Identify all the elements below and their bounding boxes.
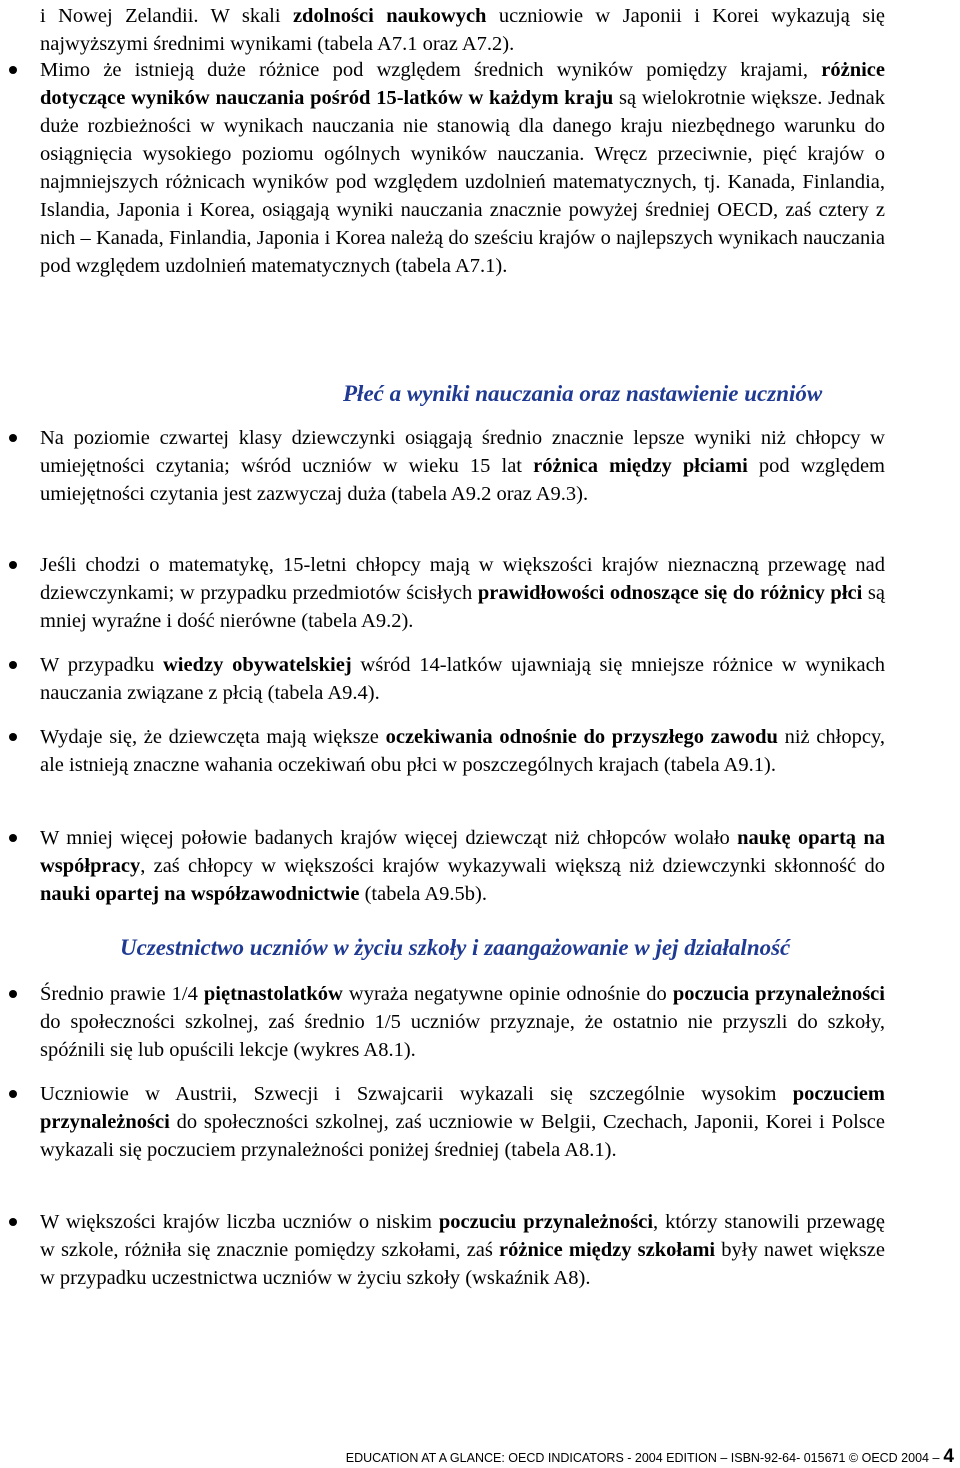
page-number: 4: [943, 1446, 954, 1467]
text-run: Wydaje się, że dziewczęta mają większe: [40, 726, 386, 748]
bullet-icon: [9, 1218, 17, 1226]
text-run: (tabela A9.5b).: [359, 883, 487, 905]
top-paragraph: [40, 2, 885, 58]
text-run: Jeśli chodzi o matematykę, 15-letni chłopcy mają w większości krajów nieznaczną przewagę nad dziewczynkami; w przypadku przedmiotów ścisłych: [40, 554, 885, 604]
list-item: [40, 824, 885, 908]
text-run: , zaś chłopcy w większości krajów wykazywali większą niż dziewczynki skłonność do: [140, 855, 885, 877]
text-run: do społeczności szkolnej, zaś uczniowie w Belgii, Czechach, Japonii, Korei i Polsce wykazali się poczuciem przynależności poniżej średniej (tabela A8.1).: [40, 1111, 885, 1161]
list-item: [40, 723, 885, 779]
text-run: były nawet większe w przypadku uczestnictwa uczniów w życiu szkoły (wskaźnik A8).: [40, 1239, 885, 1289]
list-item: [40, 56, 885, 280]
section-heading-participation: Uczestnictwo uczniów w życiu szkoły i zaangażowanie w jej działalność: [120, 935, 791, 960]
bold-text: zdolności naukowych: [292, 5, 487, 27]
text-run: W większości krajów liczba uczniów o niskim: [40, 1211, 439, 1233]
text-run: Na poziomie czwartej klasy dziewczynki osiągają średnio znacznie lepsze wyniki niż chłopcy w umiejętności czytania; wśród uczniów w wieku 15 lat: [40, 427, 885, 477]
text-run: uczniowie w Japonii i Korei wykazują się najwyższymi średnimi wynikami (tabela A7.1 oraz A7.2).: [40, 5, 885, 55]
list-item: [40, 1080, 885, 1164]
text-run: są wielokrotnie większe. Jednak duże rozbieżności w wynikach nauczania nie stanowią dla danego kraju niezbędnego warunku do osiągnięcia wysokiego poziomu ogólnych wyników nauczania. Wręcz przeciwnie, pięć krajów o najmniejszych różnicach wyników pod względem uzdolnień matematycznych, tj. Kanada, Finlandia, Islandia, Japonia i Korea, osiągają wyniki nauczania znacznie powyżej średniej OECD, zaś cztery z nich – Kanada, Finlandia, Japonia i Korea należą do sześciu krajów o najlepszych wynikach nauczania pod względem uzdolnień matematycznych (tabela A7.1).: [40, 87, 885, 277]
bold-text: prawidłowości odnoszące się do różnicy płci: [477, 582, 863, 604]
page-footer: [346, 1448, 954, 1467]
text-run: W przypadku: [40, 654, 163, 676]
list-item: [40, 551, 885, 635]
text-run: Uczniowie w Austrii, Szwecji i Szwajcarii wykazali się szczególnie wysokim: [40, 1083, 793, 1105]
bold-text: nauki opartej na współzawodnictwie: [40, 883, 360, 905]
bold-text: poczuciu przynależności: [438, 1211, 654, 1233]
bold-text: naukę opartą na współpracy: [40, 827, 885, 877]
bullet-icon: [9, 66, 17, 74]
text-run: Mimo że istnieją duże różnice pod względem średnich wyników pomiędzy krajami,: [40, 59, 822, 81]
bold-text: poczucia przynależności: [672, 983, 885, 1005]
text-run: do społeczności szkolnej, zaś średnio 1/5 uczniów przyznaje, że ostatnio nie przyszli do szkoły, spóźnili się lub opuścili lekcje (wykres A8.1).: [40, 1011, 885, 1061]
list-item: [40, 424, 885, 508]
text-run: Średnio prawie 1/4: [40, 983, 204, 1005]
text-run: są mniej wyraźne i dość nierówne (tabela A9.2).: [40, 582, 886, 632]
text-run: i Nowej Zelandii. W skali: [40, 5, 293, 27]
bullet-icon: [9, 661, 17, 669]
bold-text: różnice dotyczące wyników nauczania pośród 15-latków w każdym kraju: [40, 59, 885, 109]
text-run: wyraża negatywne opinie odnośnie do: [342, 983, 673, 1005]
footer-text: EDUCATION AT A GLANCE: OECD INDICATORS - 2004 EDITION – ISBN-92-64- 015671 © OECD 2004 –: [345, 1451, 940, 1465]
bullet-icon: [9, 733, 17, 741]
list-item: [40, 980, 885, 1064]
bullet-icon: [9, 434, 17, 442]
text-run: niż chłopcy, ale istnieją znaczne wahania oczekiwań obu płci w poszczególnych krajach (tabela A9.1).: [40, 726, 885, 776]
bold-text: różnice między szkołami: [499, 1239, 716, 1261]
bullet-icon: [9, 834, 17, 842]
bold-text: różnica między płciami: [533, 455, 748, 477]
bold-text: piętnastolatków: [203, 983, 343, 1005]
bullet-icon: [9, 990, 17, 998]
bold-text: wiedzy obywatelskiej: [163, 654, 352, 676]
text-run: W mniej więcej połowie badanych krajów więcej dziewcząt niż chłopców wolało: [40, 827, 738, 849]
bullet-icon: [9, 561, 17, 569]
list-item: [40, 1208, 885, 1292]
section-heading-gender: Płeć a wyniki nauczania oraz nastawienie uczniów: [343, 381, 823, 406]
list-item: [40, 651, 885, 707]
text-run: wśród 14-latków ujawniają się mniejsze różnice w wynikach nauczania związane z płcią (tabela A9.4).: [40, 654, 885, 704]
text-run: , którzy stanowili przewagę w szkole, różniła się znacznie pomiędzy szkołami, zaś: [40, 1211, 886, 1261]
bold-text: poczuciem przynależności: [40, 1083, 885, 1133]
bold-text: oczekiwania odnośnie do przyszłego zawodu: [385, 726, 778, 748]
text-run: pod względem umiejętności czytania jest zazwyczaj duża (tabela A9.2 oraz A9.3).: [40, 455, 886, 505]
bullet-icon: [9, 1090, 17, 1098]
